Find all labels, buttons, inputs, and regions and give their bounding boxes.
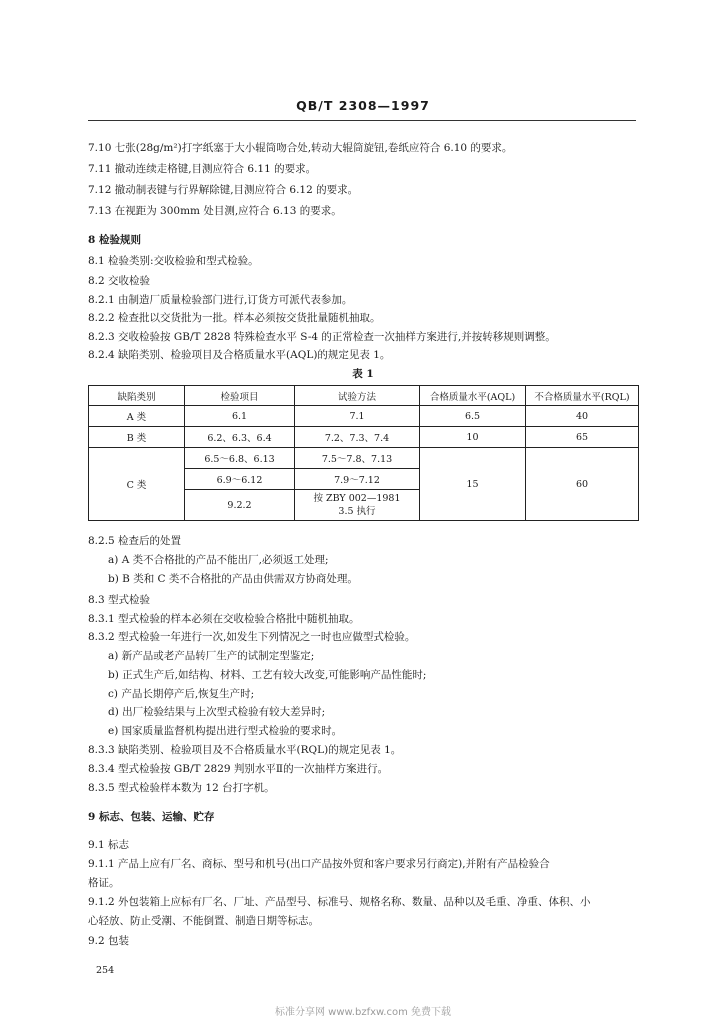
clause-8-3: 8.3 型式检验 [88, 594, 151, 606]
section-9-heading: 9 标志、包装、运输、贮存 [88, 811, 215, 823]
clause-9-1-1-cont: 格证。 [88, 877, 120, 889]
clause-9-2: 9.2 包装 [88, 935, 130, 947]
table-cell: C 类 [89, 448, 185, 521]
clause-9-1-2-cont: 心轻放、防止受潮、不能倒置、制造日期等标志。 [88, 915, 319, 927]
table-row-b [89, 427, 639, 448]
document-header: QB/T 2308—1997 [296, 98, 430, 113]
table-cell: 15 [420, 448, 526, 521]
clause-8-3-2: 8.3.2 型式检验一年进行一次,如发生下列情况之一时也应做型式检验。 [88, 631, 416, 643]
table-1 [88, 385, 639, 521]
list-item-a: a) A 类不合格批的产品不能出厂,必须返工处理; [108, 554, 329, 566]
table-cell: 7.1 [295, 406, 420, 427]
header-cell: 试验方法 [295, 386, 420, 406]
clause-8-3-3: 8.3.3 缺陷类别、检验项目及不合格质量水平(RQL)的规定见表 1。 [88, 744, 402, 756]
clause-9-1-1: 9.1.1 产品上应有厂名、商标、型号和机号(出口产品按外贸和客户要求另行商定),并附有产品检验合 [88, 858, 550, 870]
clause-7-10: 7.10 七张(28g/m²)打字纸塞于大小辊筒吻合处,转动大辊筒旋钮,卷纸应符合 6.10 的要求。 [88, 142, 513, 154]
list-item-e: e) 国家质量监督机构提出进行型式检验的要求时。 [108, 725, 343, 737]
method-line: 按 ZBY 002—1981 [313, 493, 401, 504]
clause-8-2-2: 8.2.2 检查批以交货批为一批。样本必须按交货批量随机抽取。 [88, 312, 381, 324]
table-cell: 40 [526, 406, 639, 427]
table-cell: 7.2、7.3、7.4 [295, 427, 420, 448]
list-item-a: a) 新产品或老产品转厂生产的试制定型鉴定; [108, 650, 315, 662]
clause-8-2: 8.2 交收检验 [88, 275, 151, 287]
clause-8-1: 8.1 检验类别:交收检验和型式检验。 [88, 255, 259, 267]
table-cell: B 类 [89, 427, 185, 448]
table-cell: 9.2.2 [185, 490, 295, 521]
method-line: 3.5 执行 [338, 506, 376, 517]
table-cell: 6.2、6.3、6.4 [185, 427, 295, 448]
section-8-heading: 8 检验规则 [88, 234, 141, 246]
clause-9-1-2: 9.1.2 外包装箱上应标有厂名、厂址、产品型号、标准号、规格名称、数量、品种以及毛重、净重、体积、小 [88, 896, 591, 908]
header-cell: 缺陷类别 [89, 386, 185, 406]
list-item-b: b) 正式生产后,如结构、材料、工艺有较大改变,可能影响产品性能时; [108, 669, 427, 681]
table-cell: 6.9～6.12 [185, 469, 295, 490]
clause-8-2-5: 8.2.5 检查后的处置 [88, 535, 182, 547]
header-cell: 检验项目 [185, 386, 295, 406]
table-cell: 6.1 [185, 406, 295, 427]
table-cell: 7.5～7.8、7.13 [295, 448, 420, 469]
table-cell: 6.5～6.8、6.13 [185, 448, 295, 469]
clause-7-12: 7.12 撤动制表键与行界解除键,目测应符合 6.12 的要求。 [88, 184, 359, 196]
header-cell: 不合格质量水平(RQL) [526, 386, 639, 406]
table-caption: 表 1 [352, 368, 374, 380]
table-cell: 60 [526, 448, 639, 521]
table-cell: 7.9～7.12 [295, 469, 420, 490]
footer-watermark: 标准分享网 www.bzfxw.com 免费下载 [275, 1007, 451, 1018]
clause-8-3-1: 8.3.1 型式检验的样本必须在交收检验合格批中随机抽取。 [88, 613, 360, 625]
table-row-a [89, 406, 639, 427]
table-cell: 65 [526, 427, 639, 448]
header-rule [88, 120, 636, 121]
list-item-c: c) 产品长期停产后,恢复生产时; [108, 688, 255, 700]
clause-8-3-4: 8.3.4 型式检验按 GB/T 2829 判别水平Ⅱ的一次抽样方案进行。 [88, 763, 389, 775]
clause-8-3-5: 8.3.5 型式检验样本数为 12 台打字机。 [88, 782, 275, 794]
clause-8-2-3: 8.2.3 交收检验按 GB/T 2828 特殊检查水平 S-4 的正常检查一次抽样方案进行,并按转移规则调整。 [88, 331, 556, 343]
table-cell: 6.5 [420, 406, 526, 427]
header-cell: 合格质量水平(AQL) [420, 386, 526, 406]
clause-9-1: 9.1 标志 [88, 839, 130, 851]
clause-7-13: 7.13 在视距为 300mm 处目测,应符合 6.13 的要求。 [88, 205, 342, 217]
list-item-b: b) B 类和 C 类不合格批的产品由供需双方协商处理。 [108, 573, 358, 585]
table-row-c [89, 448, 639, 469]
clause-8-2-4: 8.2.4 缺陷类别、检验项目及合格质量水平(AQL)的规定见表 1。 [88, 349, 391, 361]
clause-7-11: 7.11 撤动连续走格键,目测应符合 6.11 的要求。 [88, 163, 317, 175]
table-cell [295, 490, 420, 521]
clause-8-2-1: 8.2.1 由制造厂质量检验部门进行,订货方可派代表参加。 [88, 294, 353, 306]
table-cell: A 类 [89, 406, 185, 427]
list-item-d: d) 出厂检验结果与上次型式检验有较大差异时; [108, 706, 326, 718]
table-header-row [89, 386, 639, 406]
table-cell: 10 [420, 427, 526, 448]
page-number: 254 [96, 965, 115, 976]
